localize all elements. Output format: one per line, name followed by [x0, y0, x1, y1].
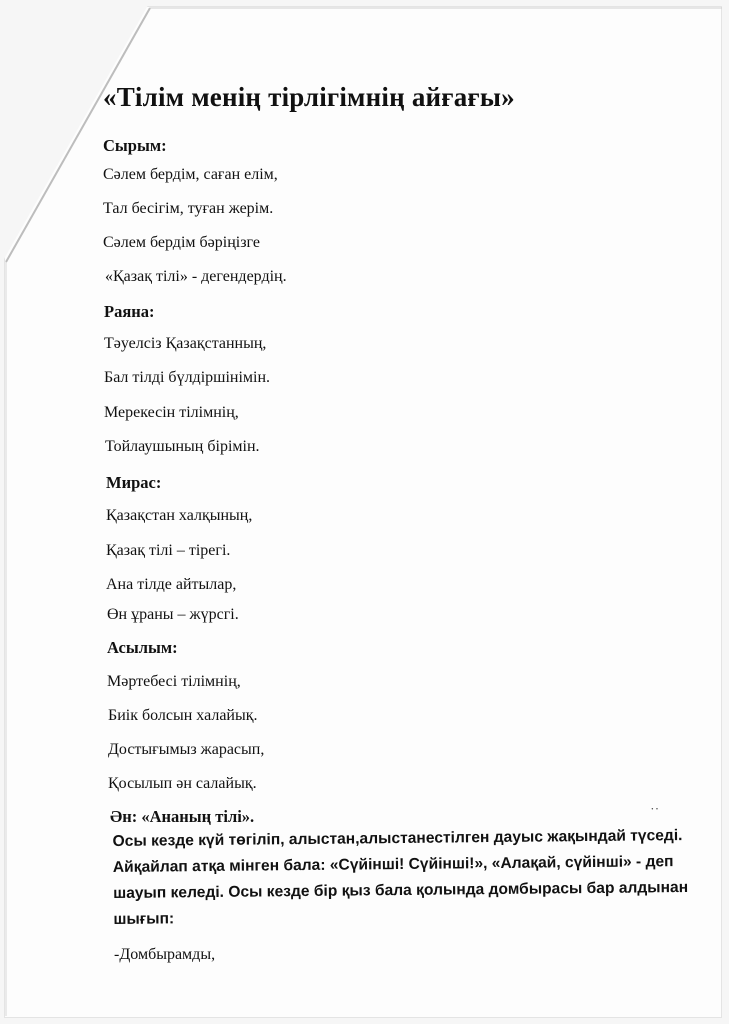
- poem-line: Өн ұраны – жүрсгі.: [107, 606, 239, 623]
- speaker-label: Асылым:: [107, 638, 178, 657]
- poem-line: Ана тілде айтылар,: [106, 576, 237, 593]
- speaker-label: Сырым:: [103, 136, 167, 155]
- poem-line: Қазақ тілі – тірегі.: [106, 542, 231, 559]
- poem-line: Қазақстан халқының,: [106, 507, 253, 524]
- song-title: Ән: «Ананың тілі».: [110, 807, 255, 826]
- speaker-label: Мирас:: [106, 473, 162, 492]
- poem-line: «Қазақ тілі» - дегендердің.: [105, 268, 287, 285]
- poem-line: Достығымыз жарасып,: [108, 741, 265, 758]
- poem-line: Сәлем бердім, саған елім,: [103, 166, 278, 183]
- poem-line: Мәртебесі тілімнің,: [107, 673, 241, 690]
- poem-line: Бал тілді бүлдіршінімін.: [104, 369, 271, 386]
- poem-line: Тәуелсіз Қазақстанның,: [104, 335, 267, 352]
- poem-line: Тал бесігім, туған жерім.: [103, 200, 274, 217]
- speaker-label: Раяна:: [104, 302, 155, 321]
- poem-line: Қосылып ән салайық.: [108, 775, 257, 792]
- poem-line: Тойлаушының бірімін.: [105, 438, 260, 455]
- poem-line: Мерекесін тілімнің,: [104, 404, 239, 421]
- poem-line: -Домбырамды,: [114, 946, 216, 963]
- poem-line: Биік болсын халайық.: [108, 707, 258, 724]
- poem-line: Сәлем бердім бәріңізге: [103, 234, 260, 251]
- page-title: «Тілім менің тірлігімнің айғағы»: [103, 82, 515, 112]
- scan-mark: ˙˙: [650, 806, 660, 821]
- stage-direction-paragraph: Осы кезде күй төгіліп, алыстан,алыстанестілген дауыс жақындай түседі. Айқайлап атқа мінген бала: «Сүйінші! Сүйінші!», «Алақай, сүйінші» - деп шауып келеді. Осы кезде бір қыз бала қолында домбырасы бар алдынан шығып:: [112, 827, 689, 929]
